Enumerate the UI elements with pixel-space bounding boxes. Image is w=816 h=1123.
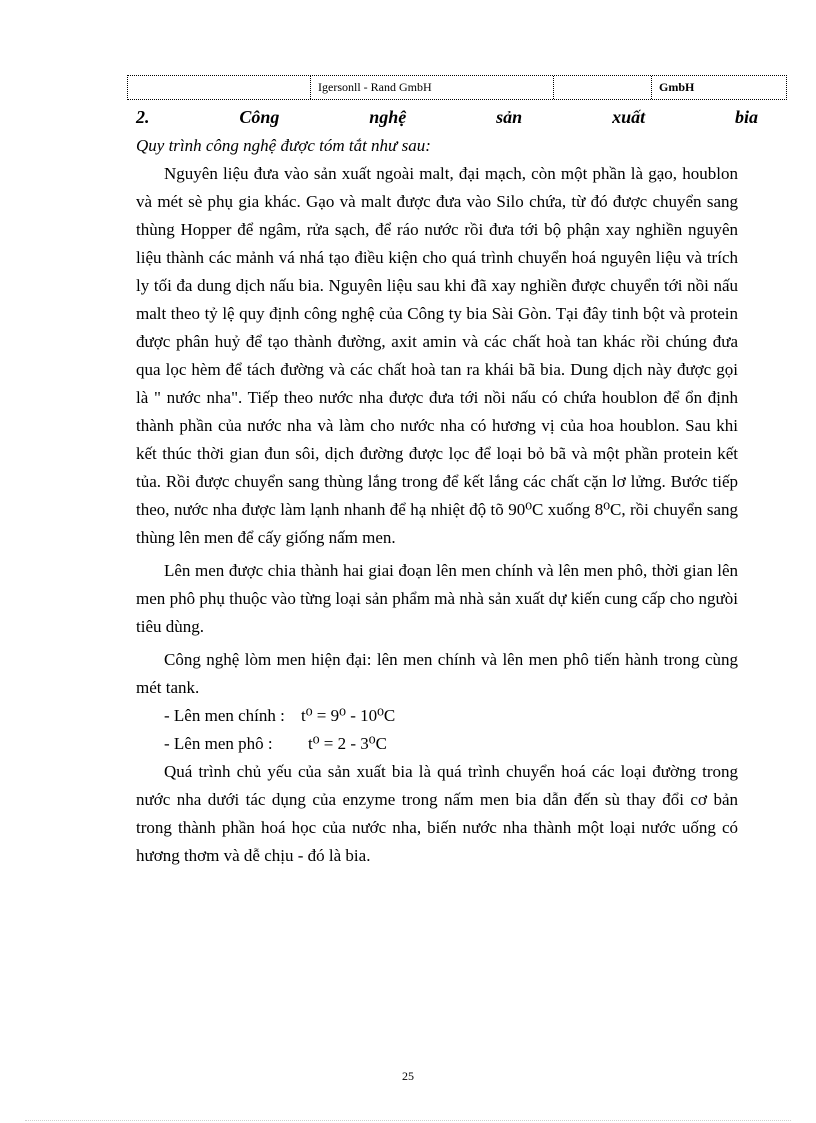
condition-label: - Lên men chính : xyxy=(164,706,285,725)
heading-word: Công xyxy=(239,107,280,127)
equipment-table-row xyxy=(127,75,787,100)
body-text xyxy=(136,160,738,870)
condition-secondary-fermentation xyxy=(136,730,738,758)
page-bottom-divider xyxy=(25,1120,791,1121)
heading-number: 2. xyxy=(136,107,150,127)
condition-main-fermentation xyxy=(136,702,738,730)
paragraph-fermentation: Lên men được chia thành hai giai đoạn lên men chính và lên men phô, thời gian lên men phô phụ thuộc vào từng loại sản phẩm mà nhà sản xuất dự kiến cung cấp cho ngưòi tiêu dùng. xyxy=(136,561,738,636)
paragraph-closing: Quá trình chủ yếu của sản xuất bia là quá trình chuyển hoá các loại đường trong nước nha dưới tác dụng của enzyme trong nấm men bia dẫn đến sù thay đổi cơ bản trong thành phần hoá học của nước nha, biến nước nha thành một loại nước uống có hương thơm và dễ chịu - đó là bia. xyxy=(136,762,738,865)
section-heading xyxy=(136,105,758,129)
table-cell-gmbh: GmbH xyxy=(659,80,695,94)
heading-word: bia xyxy=(734,107,758,127)
table-cell xyxy=(128,76,311,99)
paragraph-process: Nguyên liệu đưa vào sản xuất ngoài malt, đại mạch, còn một phần là gạo, houblon và mét sè phụ gia khác. Gạo và malt được đưa vào Silo chứa, từ đó được chuyển sang thùng Hopper để ngâm, rửa sạch, để ráo nước rồi đưa tới bộ phận xay nghiền nguyên liệu thành các mảnh vá nhá tạo điều kiện cho quá trình chuyển hoá nguyên liệu và trích ly tối đa dung dịch nấu bia. Nguyên liệu sau khi đã xay nghiền được chuyển tới nồi nấu malt theo tỷ lệ quy định công nghệ của Công ty bia Sài Gòn. Tại đây tinh bột và protein được phân huỷ để tạo thành đường, axit amin và các chất hoà tan khác rồi chúng đưa qua lọc hèm để tách đường và các chất hoà tan ra khái bã bia. Dung dịch này được gọi là " nước nha". Tiếp theo nước nha được đưa tới nồi nấu có chứa houblon để ổn định thành phần của nước nha và làm cho nước nha có hương vị của hoa houblon. Sau khi kết thúc thời gian đun sôi, dịch đường được lọc để loại bỏ bã và một phần protein kết tủa. Rồi được chuyển sang thùng lắng trong để kết lắng các chất cặn lơ lửng. Bước tiếp theo, nước nha được làm lạnh nhanh để hạ nhiệt độ tõ 90⁰C xuống 8⁰C, rồi chuyển sang thùng lên men để cấy giống nấm men. xyxy=(136,164,738,547)
heading-word: nghệ xyxy=(369,107,407,127)
table-cell xyxy=(554,76,652,99)
section-subtitle: Quy trình công nghệ được tóm tắt như sau: xyxy=(136,136,431,155)
paragraph-technology: Công nghệ lòm men hiện đại: lên men chính và lên men phô tiến hành trong cùng mét tank. xyxy=(136,650,738,697)
condition-value: t⁰ = 9⁰ - 10⁰C xyxy=(301,706,396,725)
condition-label: - Lên men phô : xyxy=(164,734,273,753)
table-cell-supplier: Igersonll - Rand GmbH xyxy=(311,76,554,99)
condition-value: t⁰ = 2 - 3⁰C xyxy=(308,734,387,753)
heading-word: xuất xyxy=(612,107,646,127)
heading-word: sản xyxy=(496,107,523,127)
page-number: 25 xyxy=(402,1069,414,1083)
